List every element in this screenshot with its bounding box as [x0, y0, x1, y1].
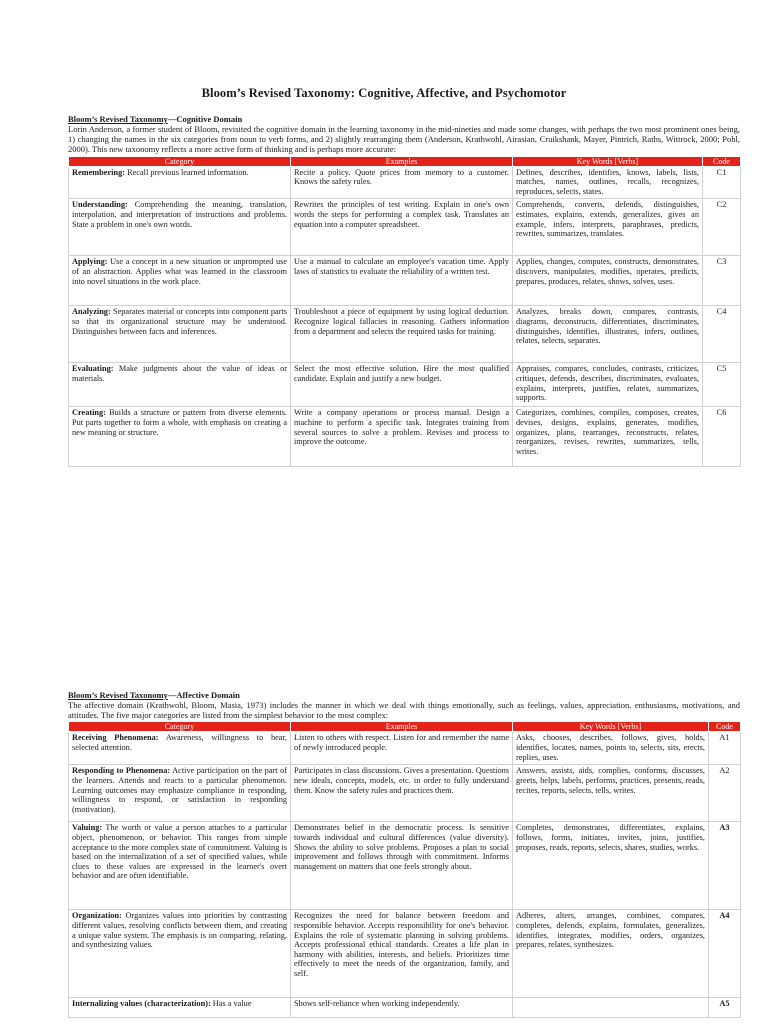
cognitive-table [68, 156, 741, 468]
code-cell: A4 [709, 910, 741, 998]
table-row [69, 363, 741, 407]
category-cell [69, 363, 291, 407]
keywords-cell: Answers, assists, aids, complies, conforms, discusses, greets, helps, labels, performs, practices, presents, reads, recites, reports, selects, tells, writes. [513, 765, 709, 822]
keywords-cell: Completes, demonstrates, differentiates, explains, follows, forms, initiates, invites, joins, justifies, proposes, reads, reports, selects, shares, studies, works. [513, 822, 709, 910]
cognitive-section [68, 114, 740, 467]
table-row [69, 765, 741, 822]
table-row [69, 910, 741, 998]
keywords-cell: Analyzes, breaks down, compares, contrasts, diagrams, deconstructs, differentiates, discriminates, distinguishes, identifies, illustrates, infers, outlines, relates, selects, separates. [513, 306, 703, 363]
category-name: Analyzing: [72, 307, 111, 317]
category-cell [69, 166, 291, 199]
category-desc: Separates material or concepts into component parts so that its organizational structure may be understood. Distinguishes between facts and inferences. [72, 307, 287, 336]
table-row [69, 407, 741, 467]
category-desc: Builds a structure or pattern from diverse elements. Put parts together to form a whole, with emphasis on creating a new meaning or structure. [72, 408, 287, 437]
examples-cell: Recite a policy. Quote prices from memory to a customer. Knows the safety rules. [291, 166, 513, 199]
code-cell: A2 [709, 765, 741, 822]
header-code: Code [703, 156, 741, 166]
code-cell: C4 [703, 306, 741, 363]
affective-table [68, 721, 741, 1018]
table-row [69, 199, 741, 256]
header-category: Category [69, 156, 291, 166]
page-title: Bloom’s Revised Taxonomy: Cognitive, Affective, and Psychomotor [201, 86, 567, 100]
header-keywords: Key Words [Verbs] [513, 722, 709, 732]
category-name: Applying: [72, 257, 108, 267]
category-cell [69, 998, 291, 1018]
code-cell: A1 [709, 732, 741, 765]
header-keywords: Key Words [Verbs] [513, 156, 703, 166]
table-row [69, 306, 741, 363]
category-name: Creating: [72, 408, 106, 418]
cognitive-heading-main: Bloom’s Revised Taxonomy [68, 114, 168, 124]
code-cell: A5 [709, 998, 741, 1018]
examples-cell: Use a manual to calculate an employee's vacation time. Apply laws of statistics to evaluate the reliability of a written test. [291, 256, 513, 306]
category-desc: Active participation on the part of the learners. Attends and reacts to a particular phenomenon. Learning outcomes may emphasize compliance in responding, willingness to respond, or satisfaction in responding (motivation). [72, 766, 287, 814]
examples-cell: Listen to others with respect. Listen for and remember the name of newly introduced people. [291, 732, 513, 765]
cognitive-heading-domain: —Cognitive Domain [167, 114, 243, 124]
table-row [69, 166, 741, 199]
examples-cell: Participates in class discussions. Gives a presentation. Questions new ideals, concepts, models, etc. in order to fully understand them. Know the safety rules and practices them. [291, 765, 513, 822]
keywords-cell: Adheres, alters, arranges, combines, compares, completes, defends, explains, formulates, generalizes, identifies, integrates, modifies, orders, organizes, prepares, relates, synthesizes. [513, 910, 709, 998]
examples-cell: Demonstrates belief in the democratic process. Is sensitive towards individual and cultural differences (value diversity). Shows the ability to solve problems. Proposes a plan to social improvement and follows through with commitment. Informs management on matters that one feels strongly about. [291, 822, 513, 910]
examples-cell: Rewrites the principles of test writing. Explain in one's own words the steps for performing a complex task. Translates an equation into a computer spreadsheet. [291, 199, 513, 256]
table-row [69, 822, 741, 910]
cognitive-heading [68, 114, 740, 124]
affective-heading-domain: —Affective Domain [167, 690, 240, 700]
category-name: Evaluating: [72, 364, 114, 374]
category-desc: Organizes values into priorities by contrasting different values, resolving conflicts between them, and creating a unique value system. The emphasis is on comparing, relating, and synthesizing values. [72, 911, 288, 950]
examples-cell: Write a company operations or process manual. Design a machine to perform a specific task. Integrates training from several sources to solve a problem. Revises and process to improve the outcome. [291, 407, 513, 467]
category-name: Responding to Phenomena: [72, 766, 171, 776]
category-name: Receiving Phenomena: [72, 733, 159, 743]
table-row [69, 732, 741, 765]
examples-cell: Recognizes the need for balance between freedom and responsible behavior. Accepts responsibility for one's behavior. Explains the role of systematic planning in solving problems. Accepts professional ethical standards. Creates a life plan in harmony with abilities, interests, and beliefs. Prioritizes time effectively to meet the needs of the organization, family, and self. [291, 910, 513, 998]
examples-cell: Shows self-reliance when working independently. [291, 998, 513, 1018]
examples-cell: Troubleshoot a piece of equipment by using logical deduction. Recognize logical fallacies in reasoning. Gathers information from a department and selects the required tasks for training. [291, 306, 513, 363]
affective-section [68, 690, 740, 1018]
affective-heading-main: Bloom’s Revised Taxonomy [68, 690, 168, 700]
category-cell [69, 256, 291, 306]
code-cell: C2 [703, 199, 741, 256]
code-cell: C6 [703, 407, 741, 467]
category-cell [69, 910, 291, 998]
header-category: Category [69, 722, 291, 732]
category-desc: Make judgments about the value of ideas or materials. [72, 364, 287, 383]
category-name: Understanding: [72, 200, 128, 210]
category-cell [69, 822, 291, 910]
category-cell [69, 732, 291, 765]
table-header-row [69, 156, 741, 166]
code-cell: A3 [709, 822, 741, 910]
header-examples: Examples [291, 156, 513, 166]
affective-heading [68, 690, 740, 700]
category-desc: Use a concept in a new situation or unprompted use of an abstraction. Applies what was learned in the classroom into novel situations in the work place. [72, 257, 288, 286]
category-desc: Has a value [212, 999, 252, 1009]
table-row [69, 998, 741, 1018]
header-code: Code [709, 722, 741, 732]
header-examples: Examples [291, 722, 513, 732]
category-name: Organization: [72, 911, 122, 921]
cognitive-intro: Lorin Anderson, a former student of Bloom, revisited the cognitive domain in the learning taxonomy in the mid-nineties and made some changes, with perhaps the two most prominent ones being, 1) changing the names in the six categories from noun to verb forms, and 2) slightly rearranging them (Anderson, Krathwohl, Airasian, Cruikshank, Mayer, Pintrich, Raths, Wittrock, 2000; Pohl, 2000). This new taxonomy reflects a more active form of thinking and is perhaps more accurate: [68, 124, 740, 155]
code-cell: C1 [703, 166, 741, 199]
category-desc: Awareness, willingness to hear, selected attention. [72, 733, 287, 752]
keywords-cell: Asks, chooses, describes, follows, gives, holds, identifies, locates, names, points to, selects, sits, erects, replies, uses. [513, 732, 709, 765]
category-cell [69, 765, 291, 822]
affective-intro: The affective domain (Krathwohl, Bloom, Masia, 1973) includes the manner in which we deal with things emotionally, such as feelings, values, appreciation, enthusiasms, motivations, and attitudes. The five major categories are listed from the simplest behavior to the most complex: [68, 700, 740, 721]
category-name: Remembering: [72, 167, 125, 177]
keywords-cell: Categorizes, combines, compiles, composes, creates, devises, designs, explains, generates, modifies, organizes, plans, rearranges, reconstructs, relates, reorganizes, revises, rewrites, summarizes, tells, writes. [513, 407, 703, 467]
table-header-row [69, 722, 741, 732]
category-desc: The worth or value a person attaches to a particular object, phenomenon, or behavior. This ranges from simple acceptance to the more complex state of commitment. Valuing is based on the internalization of a set of specified values, while clues to these values are expressed in the learner's overt behavior and are often identifiable. [72, 823, 287, 881]
keywords-cell [513, 998, 709, 1018]
keywords-cell: Defines, describes, identifies, knows, labels, lists, matches, names, outlines, recalls, recognizes, reproduces, selects, states. [513, 166, 703, 199]
keywords-cell: Comprehends, converts, defends, distinguishes, estimates, explains, extends, generalizes, gives an example, infers, interprets, paraphrases, predicts, rewrites, summarizes, translates. [513, 199, 703, 256]
code-cell: C5 [703, 363, 741, 407]
category-desc: Recall previous learned information. [127, 167, 249, 177]
examples-cell: Select the most effective solution. Hire the most qualified candidate. Explain and justify a new budget. [291, 363, 513, 407]
code-cell: C3 [703, 256, 741, 306]
category-cell [69, 199, 291, 256]
category-cell [69, 407, 291, 467]
keywords-cell: Appraises, compares, concludes, contrasts, criticizes, critiques, defends, describes, discriminates, evaluates, explains, interprets, justifies, relates, summarizes, supports. [513, 363, 703, 407]
category-cell [69, 306, 291, 363]
category-desc: Comprehending the meaning, translation, interpolation, and interpretation of instructions and problems. State a problem in one's own words. [72, 200, 287, 229]
category-name: Internalizing values (characterization): [72, 999, 211, 1009]
category-name: Valuing: [72, 823, 103, 833]
table-row [69, 256, 741, 306]
keywords-cell: Applies, changes, computes, constructs, demonstrates, discovers, manipulates, modifies, operates, predicts, prepares, produces, relates, shows, solves, uses. [513, 256, 703, 306]
